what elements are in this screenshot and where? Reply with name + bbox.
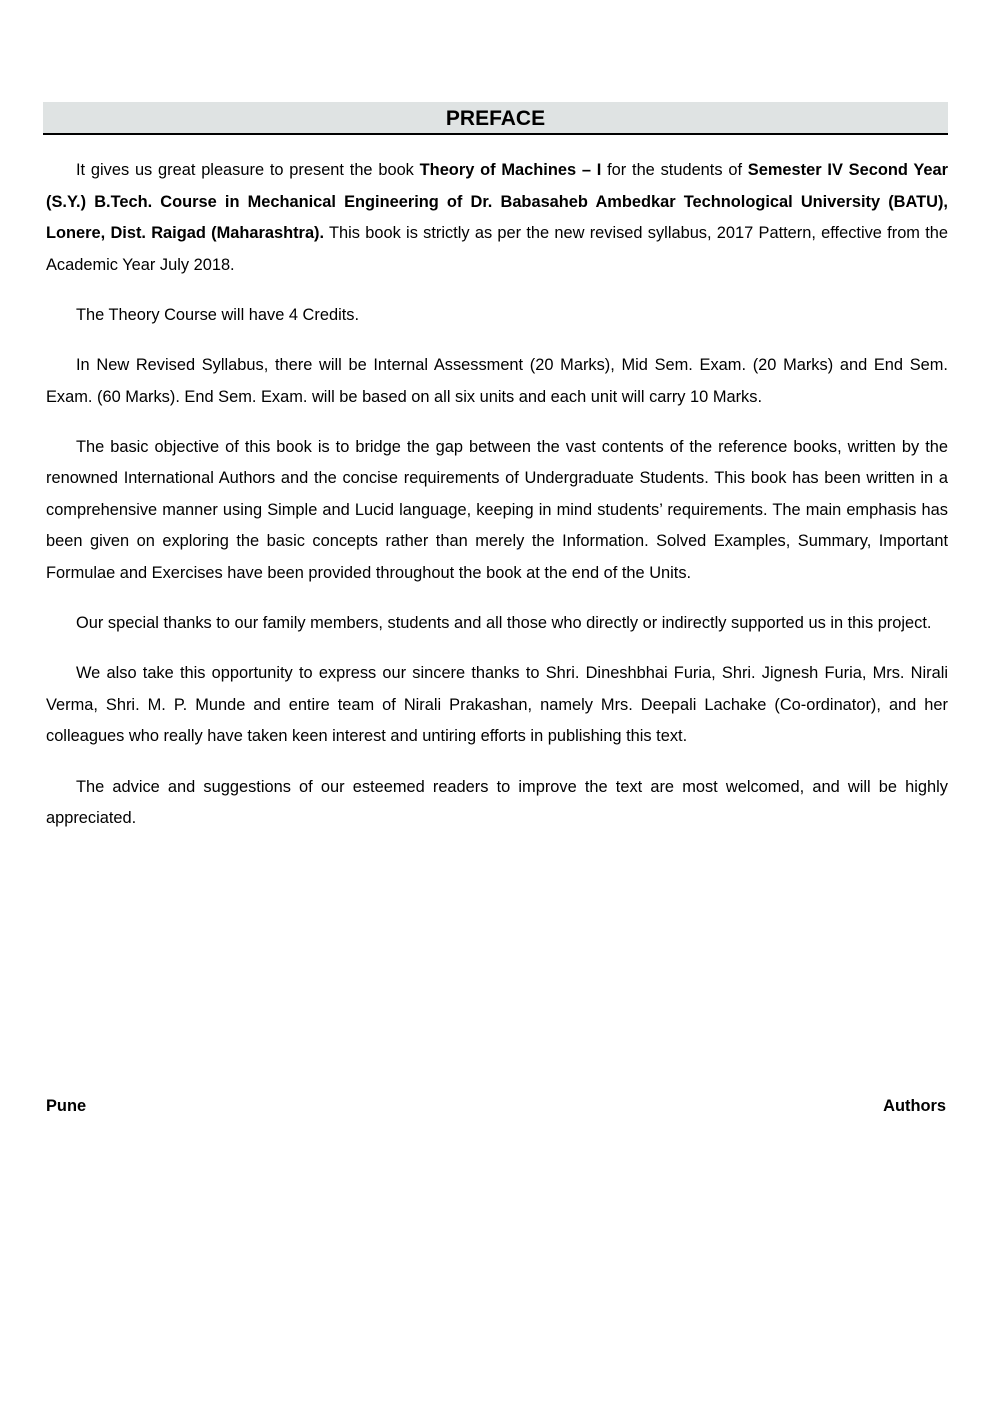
signature-place: Pune [46,1097,87,1115]
book-title: Theory of Machines – I [419,161,602,179]
course-details: Semester IV Second Year (S.Y.) B.Tech. Course in Mechanical Engineering of Dr. Babasaheb Ambedkar Technological University (BATU), Lonere, Dist. Raigad (Maharashtra). [46,161,948,243]
paragraph: The advice and suggestions of our esteemed readers to improve the text are most welcomed, and will be highly appreciated. [46,777,948,828]
signature-line [46,1097,946,1116]
paragraph: The Theory Course will have 4 Credits. [76,305,360,324]
signature-authors: Authors [883,1097,946,1115]
paragraph: We also take this opportunity to express our sincere thanks to Shri. Dineshbhai Furia, Shri. Jignesh Furia, Mrs. Nirali Verma, Shri. M. P. Munde and entire team of Nirali Prakashan, namely Mrs. Deepali Lachake (Co-ordinator), and her colleagues who really have taken keen interest and untiring efforts in publishing this text. [46,664,948,746]
preface-header [43,102,948,135]
intro-text: It gives us great pleasure to present the book [76,161,420,179]
paragraph: In New Revised Syllabus, there will be Internal Assessment (20 Marks), Mid Sem. Exam. (20 Marks) and End Sem. Exam. (60 Marks). End Sem. Exam. will be based on all six units and each unit will carry 10 Marks. [46,355,948,406]
paragraph: The basic objective of this book is to bridge the gap between the vast contents of the reference books, written by the renowned International Authors and the concise requirements of Undergraduate Students. This book has been written in a comprehensive manner using Simple and Lucid language, keeping in mind students’ requirements. The main emphasis has been given on exploring the basic concepts rather than merely the Information. Solved Examples, Summary, Important Formulae and Exercises have been provided throughout the book at the end of the Units. [46,437,948,583]
preface-body [46,155,948,853]
page-title: PREFACE [445,107,546,130]
paragraph-intro [46,155,948,281]
intro-text: for the students of [601,161,748,179]
paragraph: Our special thanks to our family members, students and all those who directly or indirectly supported us in this project. [76,614,932,633]
intro-text: This book is strictly as per the new revised syllabus, 2017 Pattern, effective from the Academic Year July 2018. [46,224,948,274]
